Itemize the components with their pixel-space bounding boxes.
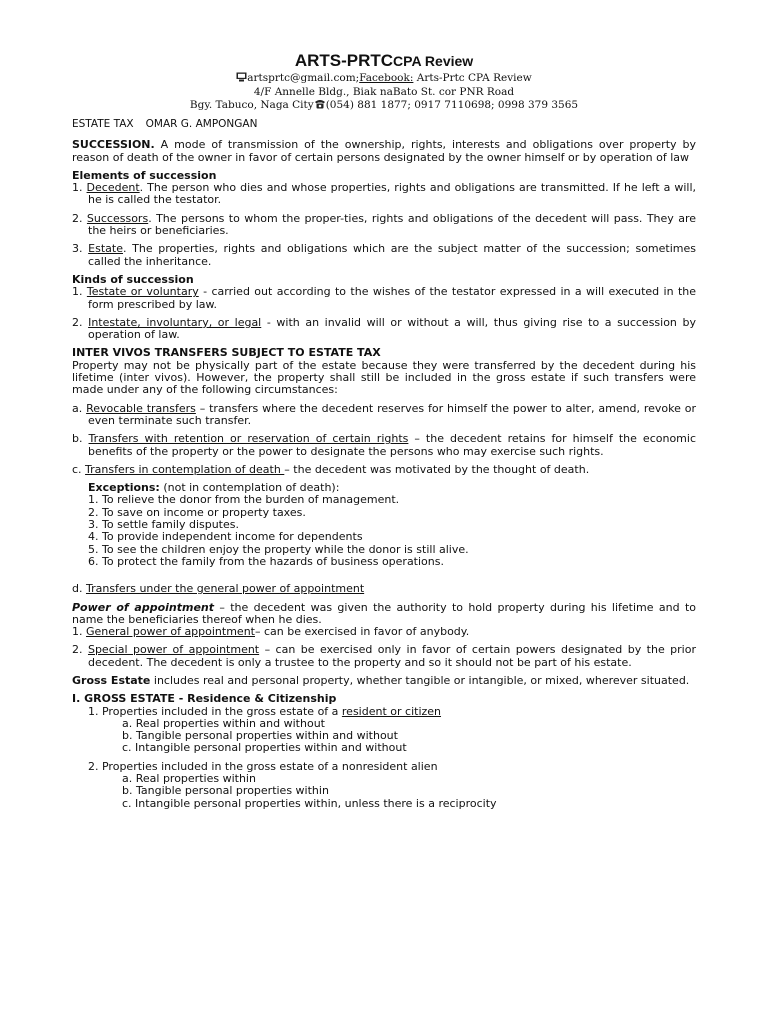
- address-line: 4/F Annelle Bldg., Biak naBato St. cor PNR Road: [253, 86, 515, 98]
- section-point-2: 2. Properties included in the gross estate of a nonresident alien: [88, 759, 438, 773]
- city-phone-line: [72, 99, 696, 113]
- section-subitem: b. Tangible personal properties within: [122, 784, 329, 798]
- transfer-item: b. Transfers with retention or reservation of certain rights – the decedent retains for himself the economic benefits of the property or the power to designate the persons who may exercise such rights.: [72, 432, 696, 458]
- email: artsprtc@gmail.com;: [247, 72, 360, 84]
- subject-author: OMAR G. AMPONGAN: [145, 118, 258, 130]
- doc-title: [72, 50, 696, 72]
- exception-item: 4. To provide independent income for dependents: [88, 530, 363, 544]
- section-point-1: 1. Properties included in the gross estate of a resident or citizen: [88, 704, 442, 718]
- exceptions-label-line: Exceptions: (not in contemplation of death):: [88, 481, 340, 495]
- kind-item: 2. Intestate, involuntary, or legal - with an invalid will or without a will, thus giving rise to a succession by operation of law.: [72, 315, 696, 342]
- transfer-item-d: d. Transfers under the general power of appointment: [72, 582, 365, 596]
- facebook-value: Arts-Prtc CPA Review: [413, 72, 532, 84]
- subject-line: [72, 118, 696, 130]
- power-paragraph: Power of appointment – the decedent was given the authority to hold property during his lifetime and to name the beneficiaries thereof when he dies.: [72, 600, 696, 626]
- subject-topic: ESTATE TAX: [72, 118, 134, 130]
- section-subitem: a. Real properties within: [122, 772, 256, 786]
- computer-icon: [236, 72, 247, 86]
- exception-item: 2. To save on income or property taxes.: [88, 505, 306, 519]
- city: Bgy. Tabuco, Naga City: [189, 99, 314, 111]
- power-item: 2. Special power of appointment – can be exercised only in favor of certain powers designated by the prior decedent. The decedent is only a trustee to the property and so it should not be part of his estate.: [72, 643, 696, 669]
- transfer-item: c. Transfers in contemplation of death – the decedent was motivated by the thought of death.: [72, 462, 590, 476]
- exception-item: 3. To settle family disputes.: [88, 518, 239, 532]
- kind-item: 1. Testate or voluntary - carried out according to the wishes of the testator expressed in a will executed in the form prescribed by law.: [72, 285, 696, 311]
- elements-heading: Elements of succession: [72, 168, 217, 182]
- gross-estate-paragraph: Gross Estate includes real and personal property, whether tangible or intangible, or mixed, wherever situated.: [72, 673, 690, 687]
- exception-item: 6. To protect the family from the hazards of business operations.: [88, 554, 444, 568]
- section-subitem: c. Intangible personal properties within and without: [122, 741, 407, 755]
- transfer-item: a. Revocable transfers – transfers where the decedent reserves for himself the power to alter, amend, revoke or even terminate such transfer.: [72, 401, 697, 427]
- succession-paragraph: [72, 139, 696, 164]
- section-subitem: b. Tangible personal properties within and without: [122, 729, 398, 743]
- phones: (054) 881 1877; 0917 7110698; 0998 379 3565: [325, 99, 579, 111]
- element-item: 3. Estate. The properties, rights and obligations which are the subject matter of the succession; sometimes called the inheritance.: [72, 242, 696, 268]
- title-main: ARTS-PRTC: [294, 51, 394, 70]
- succession-definition: A mode of transmission of the ownership, rights, interests and obligations over property by reason of death of the owner in favor of certain persons designated by the owner himself or by operation of law: [72, 138, 696, 164]
- title-rest: CPA Review: [393, 53, 474, 69]
- contact-line: [72, 72, 696, 86]
- element-item: 1. Decedent. The person who dies and whose properties, rights and obligations are transmitted. If he left a will, he is called the testator.: [72, 181, 696, 207]
- kinds-heading: Kinds of succession: [72, 272, 194, 286]
- section-subitem: a. Real properties within and without: [122, 716, 325, 730]
- succession-term: SUCCESSION.: [72, 138, 155, 152]
- power-item: 1. General power of appointment– can be exercised in favor of anybody.: [72, 625, 470, 639]
- inter-vivos-heading: INTER VIVOS TRANSFERS SUBJECT TO ESTATE TAX: [72, 346, 381, 360]
- phone-icon: [314, 99, 326, 113]
- section-heading: I. GROSS ESTATE - Residence & Citizenship: [72, 692, 337, 706]
- exception-item: 1. To relieve the donor from the burden of management.: [88, 493, 400, 507]
- document-page: [72, 50, 696, 810]
- exception-item: 5. To see the children enjoy the property while the donor is still alive.: [88, 542, 469, 556]
- section-subitem: c. Intangible personal properties within, unless there is a reciprocity: [122, 796, 497, 810]
- inter-vivos-intro: Property may not be physically part of the estate because they were transferred by the decedent during his lifetime (inter vivos). However, the property shall still be included in the gross estate if such transfers were made under any of the following circumstances:: [72, 358, 696, 397]
- element-item: 2. Successors. The persons to whom the proper-ties, rights and obligations of the decedent will pass. They are the heirs or beneficiaries.: [72, 211, 696, 238]
- facebook-label: Facebook:: [359, 72, 414, 84]
